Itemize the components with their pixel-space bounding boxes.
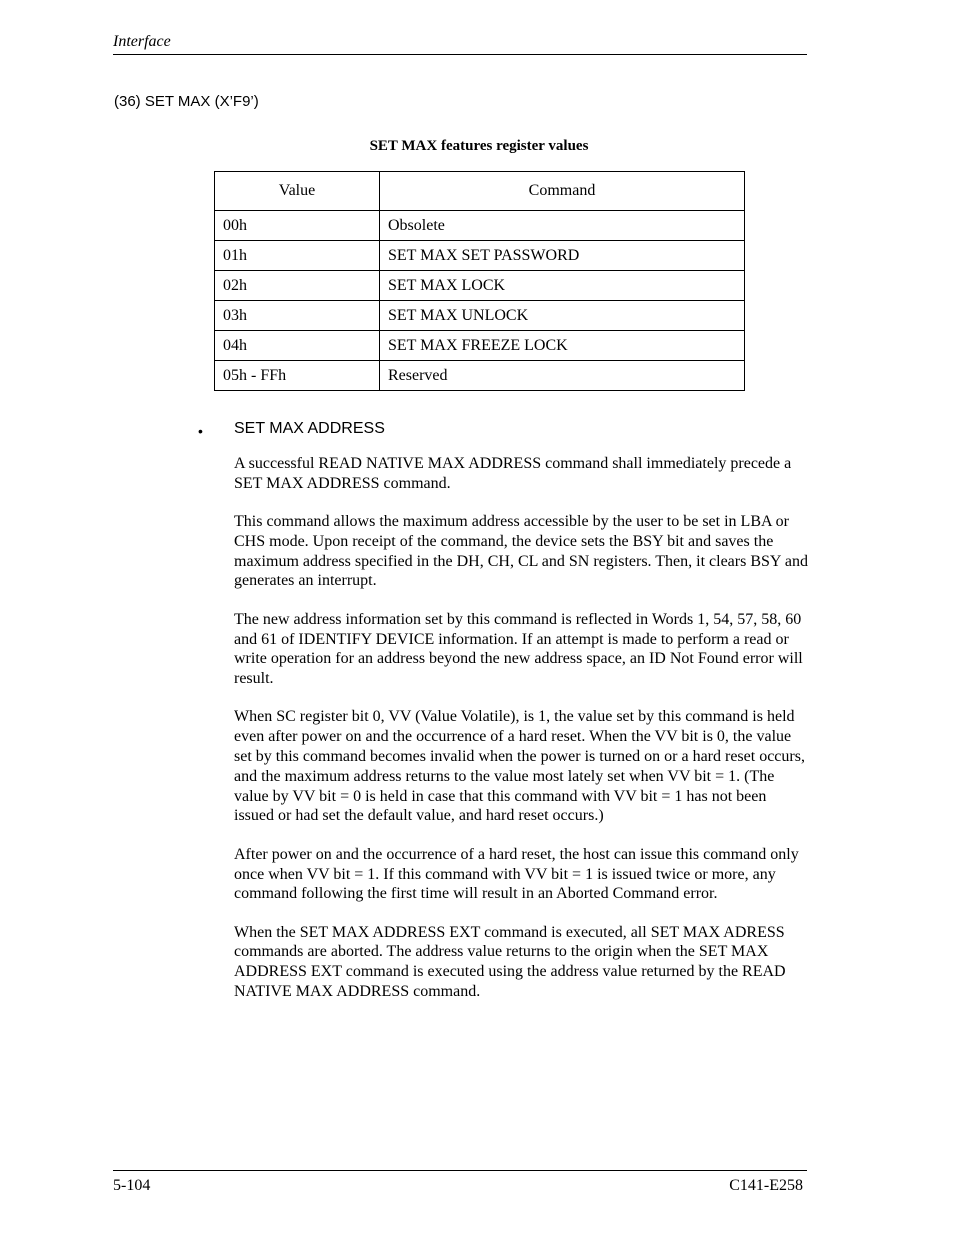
page-footer: [113, 1170, 807, 1201]
header-title: Interface: [113, 33, 171, 50]
cell-value: 00h: [215, 211, 380, 241]
paragraph: The new address information set by this command is reflected in Words 1, 54, 57, 58, 60 and 61 of IDENTIFY DEVICE information. If an attempt is made to perform a read or write operation for an address beyond the new address space, an ID Not Found error will result.: [234, 610, 803, 688]
page-number: 5-104: [113, 1177, 151, 1194]
document-id: C141-E258: [729, 1177, 803, 1194]
cell-value: 05h - FFh: [215, 361, 380, 391]
paragraph: When SC register bit 0, VV (Value Volatile), is 1, the value set by this command is held even after power on and the occurrence of a hard reset. When the VV bit is 0, the value set by this command becomes invalid when the power is turned on or a hard reset occurs, and the maximum address returns to the value most lately set when VV bit = 1. (The value by VV bit = 0 is held in case that this command with VV bit = 1 has not been issued or had set the default value, and hard reset occurs.): [234, 708, 805, 825]
register-values-table: [214, 171, 745, 391]
paragraph: A successful READ NATIVE MAX ADDRESS command shall immediately precede a SET MAX ADDRESS command.: [234, 455, 792, 492]
table-row: [215, 361, 745, 391]
table-header-row: [215, 172, 745, 211]
column-header-command: Command: [380, 172, 745, 211]
table-caption: SET MAX features register values: [369, 138, 589, 154]
paragraph: When the SET MAX ADDRESS EXT command is executed, all SET MAX ADRESS commands are aborted. The address value returns to the origin when the SET MAX ADDRESS EXT command is executed using the address value returned by the READ NATIVE MAX ADDRESS command.: [234, 923, 786, 1001]
cell-command: Reserved: [380, 361, 745, 391]
cell-command: Obsolete: [380, 211, 745, 241]
table-row: [215, 301, 745, 331]
cell-value: 02h: [215, 271, 380, 301]
paragraph: This command allows the maximum address accessible by the user to be set in LBA or CHS mode. Upon receipt of the command, the device sets the BSY bit and saves the maximum address specified in the DH, CH, CL and SN registers. Then, it clears BSY and generates an interrupt.: [234, 513, 808, 590]
cell-command: SET MAX FREEZE LOCK: [380, 331, 745, 361]
cell-value: 01h: [215, 241, 380, 271]
body-text: [234, 454, 810, 1020]
cell-value: 03h: [215, 301, 380, 331]
bullet-title: SET MAX ADDRESS: [234, 420, 385, 437]
cell-command: SET MAX UNLOCK: [380, 301, 745, 331]
page-header: [113, 32, 807, 55]
table-row: [215, 211, 745, 241]
section-heading: (36) SET MAX (X’F9’): [114, 93, 259, 110]
table-row: [215, 271, 745, 301]
cell-value: 04h: [215, 331, 380, 361]
bullet-icon: •: [198, 423, 203, 439]
cell-command: SET MAX LOCK: [380, 271, 745, 301]
table-row: [215, 331, 745, 361]
table-row: [215, 241, 745, 271]
paragraph: After power on and the occurrence of a hard reset, the host can issue this command only once when VV bit = 1. If this command with VV bit = 1 is issued twice or more, any command following the first time will result in an Aborted Command error.: [234, 845, 799, 903]
cell-command: SET MAX SET PASSWORD: [380, 241, 745, 271]
column-header-value: Value: [215, 172, 380, 211]
